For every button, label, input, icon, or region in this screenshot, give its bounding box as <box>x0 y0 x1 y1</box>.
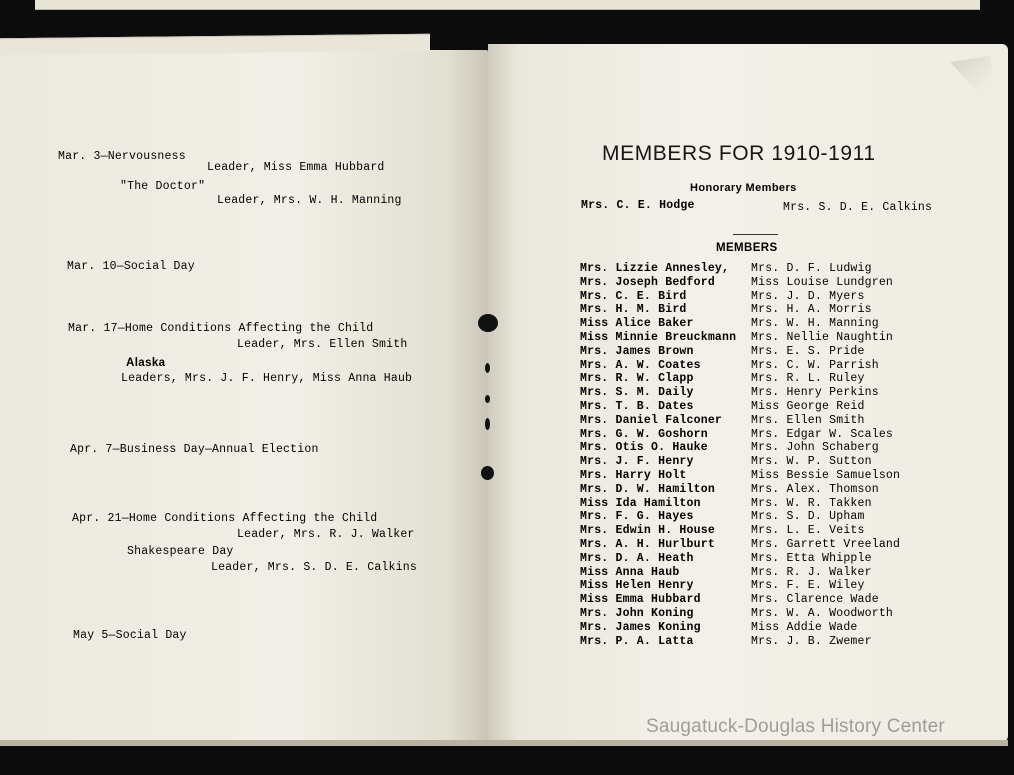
schedule-entry <box>72 512 377 525</box>
member-name: Miss Minnie Breuckmann <box>580 330 737 344</box>
entry-date: Mar. 17 <box>68 322 118 335</box>
member-name: Mrs. Clarence Wade <box>751 593 879 607</box>
entry-topic: Annual Election <box>212 443 319 456</box>
member-name: Mrs. H. M. Bird <box>580 303 687 317</box>
member-name: Mrs. R. L. Ruley <box>751 372 865 386</box>
member-name: Miss Addie Wade <box>751 620 858 634</box>
member-name: Mrs. Garrett Vreeland <box>751 537 901 551</box>
member-name: Mrs. John Schaberg <box>751 441 879 455</box>
member-name: Mrs. Ellen Smith <box>751 413 865 427</box>
member-name: Mrs. John Koning <box>580 606 694 620</box>
member-name: Mrs. W. A. Woodworth <box>751 606 894 620</box>
members-column-left <box>580 262 736 648</box>
entry-subtopic: Shakespeare Day <box>127 545 234 558</box>
binding-hole <box>485 363 490 373</box>
member-name: Mrs. C. E. Bird <box>580 289 687 303</box>
member-name: Mrs. Otis O. Hauke <box>580 441 708 455</box>
entry-topic: Home Conditions Affecting the Child <box>128 512 378 525</box>
entry-leader: Leaders, Mrs. J. F. Henry, Miss Anna Haub <box>121 372 413 385</box>
member-name: Mrs. Etta Whipple <box>751 551 872 565</box>
entry-subtopic: "The Doctor" <box>120 180 206 193</box>
member-name: Miss Louise Lundgren <box>751 275 894 289</box>
binding-hole <box>485 395 490 403</box>
binding-hole <box>481 466 494 480</box>
member-name: Miss George Reid <box>751 399 865 413</box>
member-name: Mrs. Henry Perkins <box>751 386 879 400</box>
dash: — <box>100 150 108 163</box>
honorary-member: Mrs. C. E. Hodge <box>581 199 695 212</box>
member-name: Mrs. James Koning <box>580 620 701 634</box>
entry-date: Mar. 10 <box>67 260 117 273</box>
member-name: Mrs. R. W. Clapp <box>580 372 694 386</box>
members-heading: MEMBERS <box>716 242 778 254</box>
entry-topic: Nervousness <box>107 150 186 163</box>
schedule-entry <box>68 322 373 335</box>
member-name: Mrs. R. J. Walker <box>751 565 872 579</box>
entry-subtopic: Alaska <box>126 357 166 369</box>
member-name: Miss Helen Henry <box>580 579 694 593</box>
entry-topic: Social Day <box>115 629 187 642</box>
page-title: MEMBERS FOR 1910-1911 <box>602 142 876 165</box>
entry-leader: Leader, Mrs. W. H. Manning <box>217 194 402 207</box>
page-bottom-edge <box>0 740 1008 746</box>
divider <box>733 234 778 235</box>
schedule-entry <box>70 443 319 456</box>
left-page-top-edge <box>0 34 430 56</box>
member-name: Mrs. J. B. Zwemer <box>751 634 872 648</box>
member-name: Mrs. J. F. Henry <box>580 455 694 469</box>
dash: — <box>121 512 129 525</box>
member-name: Mrs. S. M. Daily <box>580 386 694 400</box>
member-name: Mrs. James Brown <box>580 344 694 358</box>
member-name: Mrs. Daniel Falconer <box>580 413 723 427</box>
member-name: Mrs. A. W. Coates <box>580 358 701 372</box>
watermark: Saugatuck-Douglas History Center <box>646 716 945 737</box>
back-page-edge <box>35 0 980 10</box>
member-name: Mrs. S. D. Upham <box>751 510 865 524</box>
entry-date: May 5 <box>73 629 109 642</box>
member-name: Mrs. J. D. Myers <box>751 289 865 303</box>
member-name: Mrs. D. W. Hamilton <box>580 482 715 496</box>
member-name: Miss Ida Hamilton <box>580 496 701 510</box>
member-name: Mrs. W. R. Takken <box>751 496 872 510</box>
entry-date: Apr. 7 <box>70 443 113 456</box>
entry-leader: Leader, Mrs. R. J. Walker <box>237 528 415 541</box>
dash: — <box>112 443 120 456</box>
dash: — <box>108 629 116 642</box>
member-name: Mrs. D. F. Ludwig <box>751 262 872 275</box>
member-name: Mrs. F. E. Wiley <box>751 579 865 593</box>
binding-hole <box>485 418 490 430</box>
entry-date: Mar. 3 <box>58 150 101 163</box>
member-name: Miss Bessie Samuelson <box>751 468 901 482</box>
member-name: Mrs. W. H. Manning <box>751 317 879 331</box>
schedule-entry <box>73 629 187 642</box>
member-name: Mrs. F. G. Hayes <box>580 510 694 524</box>
entry-leader: Leader, Mrs. Ellen Smith <box>237 338 408 351</box>
member-name: Mrs. W. P. Sutton <box>751 455 872 469</box>
member-name: Mrs. A. H. Hurlburt <box>580 537 715 551</box>
schedule-entry <box>58 150 186 163</box>
member-name: Mrs. P. A. Latta <box>580 634 694 648</box>
binding-hole <box>478 314 498 332</box>
honorary-member: Mrs. S. D. E. Calkins <box>783 201 933 214</box>
dash: — <box>116 260 124 273</box>
entry-topic: Home Conditions Affecting the Child <box>124 322 374 335</box>
member-name: Mrs. Edwin H. House <box>580 524 715 538</box>
member-name: Mrs. D. A. Heath <box>580 551 694 565</box>
member-name: Mrs. Alex. Thomson <box>751 482 879 496</box>
member-name: Mrs. H. A. Morris <box>751 303 872 317</box>
entry-date: Apr. 21 <box>72 512 122 525</box>
member-name: Mrs. Nellie Naughtin <box>751 330 894 344</box>
members-column-right <box>751 262 900 648</box>
honorary-heading: Honorary Members <box>690 182 797 194</box>
member-name: Mrs. L. E. Veits <box>751 524 865 538</box>
member-name: Mrs. Edgar W. Scales <box>751 427 894 441</box>
member-name: Mrs. C. W. Parrish <box>751 358 879 372</box>
entry-leader: Leader, Mrs. S. D. E. Calkins <box>211 561 417 574</box>
entry-topic: Business Day <box>119 443 205 456</box>
member-name: Miss Alice Baker <box>580 317 694 331</box>
member-name: Miss Emma Hubbard <box>580 593 701 607</box>
member-name: Mrs. T. B. Dates <box>580 399 694 413</box>
member-name: Mrs. Joseph Bedford <box>580 275 715 289</box>
member-name: Mrs. E. S. Pride <box>751 344 865 358</box>
member-name: Mrs. Lizzie Annesley, <box>580 262 730 275</box>
entry-topic: Social Day <box>123 260 195 273</box>
member-name: Mrs. Harry Holt <box>580 468 687 482</box>
schedule-entry <box>67 260 195 273</box>
member-name: Mrs. G. W. Goshorn <box>580 427 708 441</box>
member-name: Miss Anna Haub <box>580 565 680 579</box>
dash: — <box>204 443 213 456</box>
entry-leader: Leader, Miss Emma Hubbard <box>207 161 385 174</box>
dash: — <box>117 322 125 335</box>
